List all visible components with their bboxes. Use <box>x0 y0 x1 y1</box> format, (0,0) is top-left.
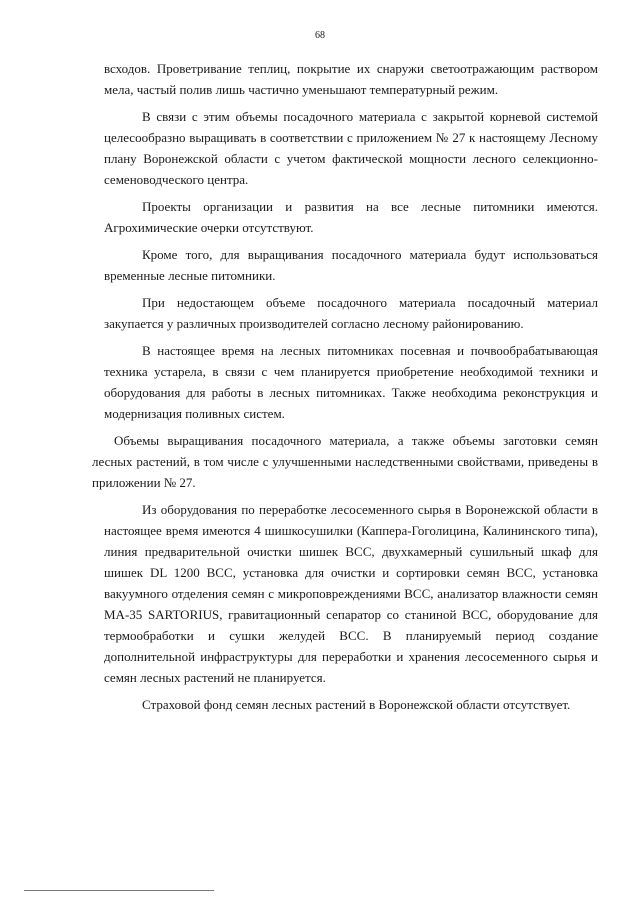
paragraph-seed-volumes: Объемы выращивания посадочного материала, а также объемы заготовки семян лесных растений, в том числе с улучшенными наследственными свойствами, приведены в приложении № 27. <box>92 433 598 490</box>
paragraph-insurance-fund: Страховой фонд семян лесных растений в Воронежской области отсутствует. <box>142 697 571 712</box>
document-body <box>92 58 598 715</box>
page-number: 68 <box>315 30 325 41</box>
paragraph-equipment-outdated: В настоящее время на лесных питомниках посевная и почвообрабатывающая техника устарела, в связи с чем планируется приобретение необходимой техники и оборудования для работы в лесных питомниках. Также необходима реконструкция и модернизация поливных систем. <box>104 343 598 421</box>
paragraph-temporary-nurseries: Кроме того, для выращивания посадочного материала будут использоваться временные лесные питомники. <box>104 247 598 283</box>
footer-divider <box>24 890 214 891</box>
paragraph-processing-equipment: Из оборудования по переработке лесосеменного сырья в Воронежской области в настоящее время имеются 4 шишкосушилки (Каппера-Гоголицина, Калининского типа), линия предварительной очистки шишек ВСС, двухкамерный сушильный шкаф для шишек DL 1200 ВСС, установка для очистки и сортировки семян ВСС, установка вакуумного отделения семян с микроповреждениями ВСС, анализатор влажности семян MA-35 SARTORIUS, гравитационный сепаратор со станиной ВСС, оборудование для термообработки и сушки желудей ВСС. В планируемый период создание дополнительной инфраструктуры для переработки и хранения лесосеменного сырья и семян лесных растений не планируется. <box>104 502 598 685</box>
paragraph-nursery-projects: Проекты организации и развития на все лесные питомники имеются. Агрохимические очерки отсутствуют. <box>104 199 598 235</box>
paragraph-material-purchase: При недостающем объеме посадочного материала посадочный материал закупается у различных производителей согласно лесному районированию. <box>104 295 598 331</box>
paragraph-closed-root-material: В связи с этим объемы посадочного материала с закрытой корневой системой целесообразно выращивать в соответствии с приложением № 27 к настоящему Лесному плану Воронежской области с учетом фактической мощности лесного селекционно-семеноводческого центра. <box>104 109 598 187</box>
paragraph-greenhouse: всходов. Проветривание теплиц, покрытие их снаружи светоотражающим раствором мела, частый полив лишь частично уменьшают температурный режим. <box>104 61 598 97</box>
